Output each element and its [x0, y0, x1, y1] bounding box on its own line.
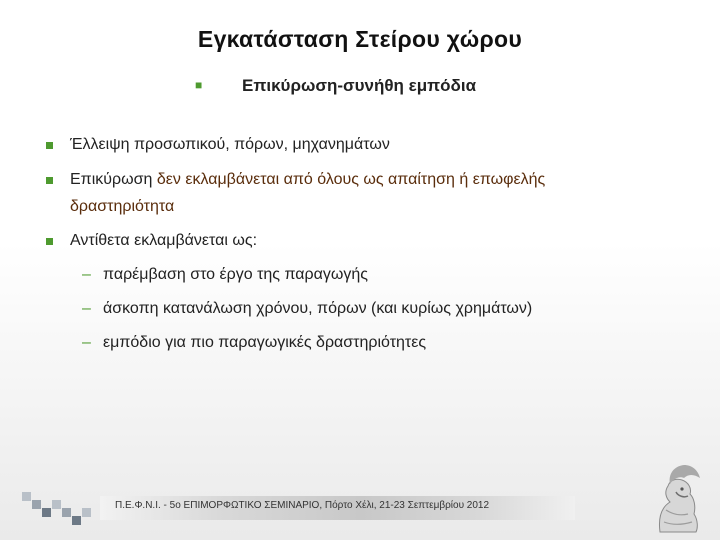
square-icon	[62, 508, 71, 517]
ancient-helmet-logo-icon	[640, 462, 710, 534]
bullet-2-line-1	[70, 167, 545, 192]
square-icon	[82, 508, 91, 517]
dash-icon: –	[82, 300, 91, 317]
bullet-2-line-2	[70, 194, 174, 219]
subtitle-text: Επικύρωση-συνήθη εμπόδια	[242, 76, 477, 95]
bullet-3-text: Αντίθετα εκλαμβάνεται ως:	[70, 232, 258, 249]
bullet-2-highlight: δεν εκλαμβάνεται από όλους ως απαίτηση ή επωφελής	[156, 171, 546, 188]
square-icon	[22, 492, 31, 501]
subtitle-bullet-icon: ■	[195, 78, 203, 92]
bullet-2-prefix: Επικύρωση	[70, 171, 157, 188]
sub-bullet-1: παρέμβαση στο έργο της παραγωγής	[103, 266, 368, 283]
bullet-square-icon	[46, 177, 53, 184]
dash-icon: –	[82, 266, 91, 283]
bullet-square-icon	[46, 238, 53, 245]
bullet-2-highlight-cont: δραστηριότητα	[70, 198, 175, 215]
bullet-square-icon	[46, 142, 53, 149]
sub-bullet-2: άσκοπη κατανάλωση χρόνου, πόρων (και κυρίως χρημάτων)	[103, 300, 533, 317]
square-icon	[32, 500, 41, 509]
dash-icon: –	[82, 334, 91, 351]
square-icon	[42, 508, 51, 517]
sub-bullet-3: εμπόδιο για πιο παραγωγικές δραστηριότητες	[103, 334, 427, 351]
square-icon	[52, 500, 61, 509]
square-icon	[72, 516, 81, 525]
slide-title: Εγκατάσταση Στείρου χώρου	[197, 26, 523, 52]
footer-text: Π.Ε.Φ.Ν.Ι. - 5ο ΕΠΙΜΟΡΦΩΤΙΚΟ ΣΕΜΙΝΑΡΙΟ, Πόρτο Χέλι, 21-23 Σεπτεμβρίου 2012	[115, 500, 490, 511]
bullet-1-text: Έλλειψη προσωπικού, πόρων, μηχανημάτων	[70, 136, 390, 153]
